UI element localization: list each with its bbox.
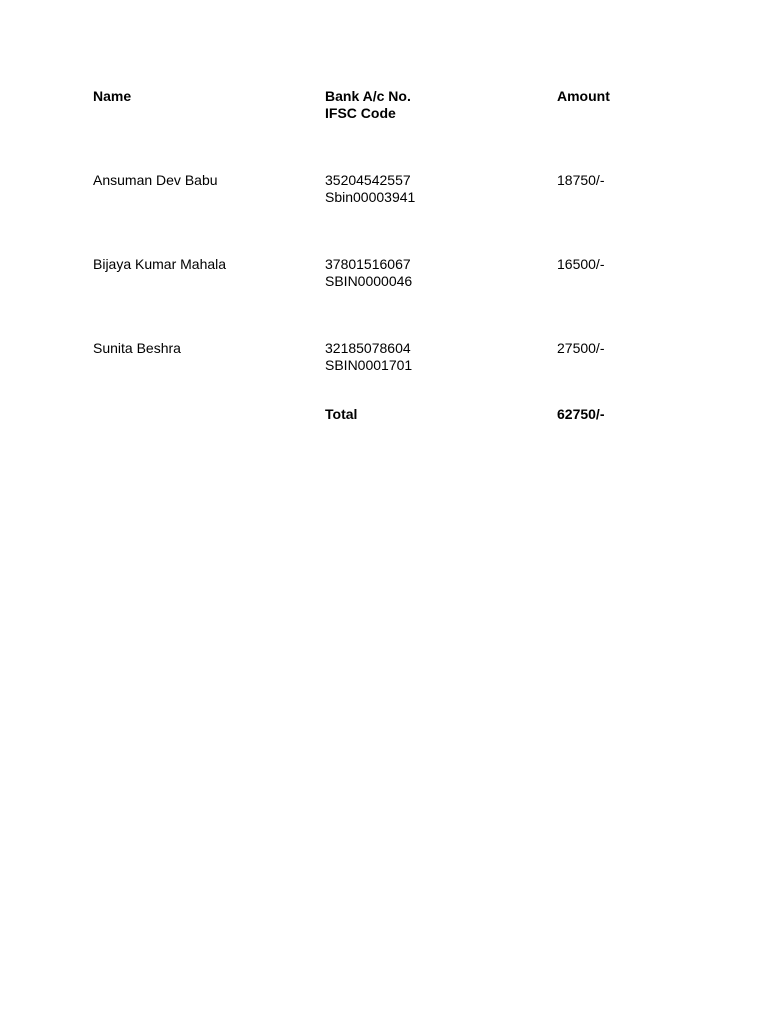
header-bank bbox=[325, 88, 411, 122]
row-2-bank bbox=[325, 256, 412, 290]
row-1-bank bbox=[325, 172, 415, 206]
row-3-ifsc: SBIN0001701 bbox=[325, 357, 413, 373]
row-1-ifsc: Sbin00003941 bbox=[325, 189, 416, 205]
row-2-ifsc: SBIN0000046 bbox=[325, 273, 413, 289]
row-3-name: Sunita Beshra bbox=[93, 340, 181, 356]
row-3-account: 32185078604 bbox=[325, 340, 411, 356]
row-2-account: 37801516067 bbox=[325, 256, 411, 272]
row-1-amount: 18750/- bbox=[557, 172, 605, 188]
total-label: Total bbox=[325, 406, 358, 422]
total-amount: 62750/- bbox=[557, 406, 605, 422]
row-3-bank bbox=[325, 340, 412, 374]
header-ifsc: IFSC Code bbox=[325, 105, 396, 121]
row-2-amount: 16500/- bbox=[557, 256, 605, 272]
header-amount: Amount bbox=[557, 88, 610, 104]
row-3-amount: 27500/- bbox=[557, 340, 605, 356]
header-bank-account: Bank A/c No. bbox=[325, 88, 411, 104]
row-1-account: 35204542557 bbox=[325, 172, 411, 188]
row-1-name: Ansuman Dev Babu bbox=[93, 172, 218, 188]
row-2-name: Bijaya Kumar Mahala bbox=[93, 256, 227, 272]
header-name: Name bbox=[93, 88, 132, 104]
